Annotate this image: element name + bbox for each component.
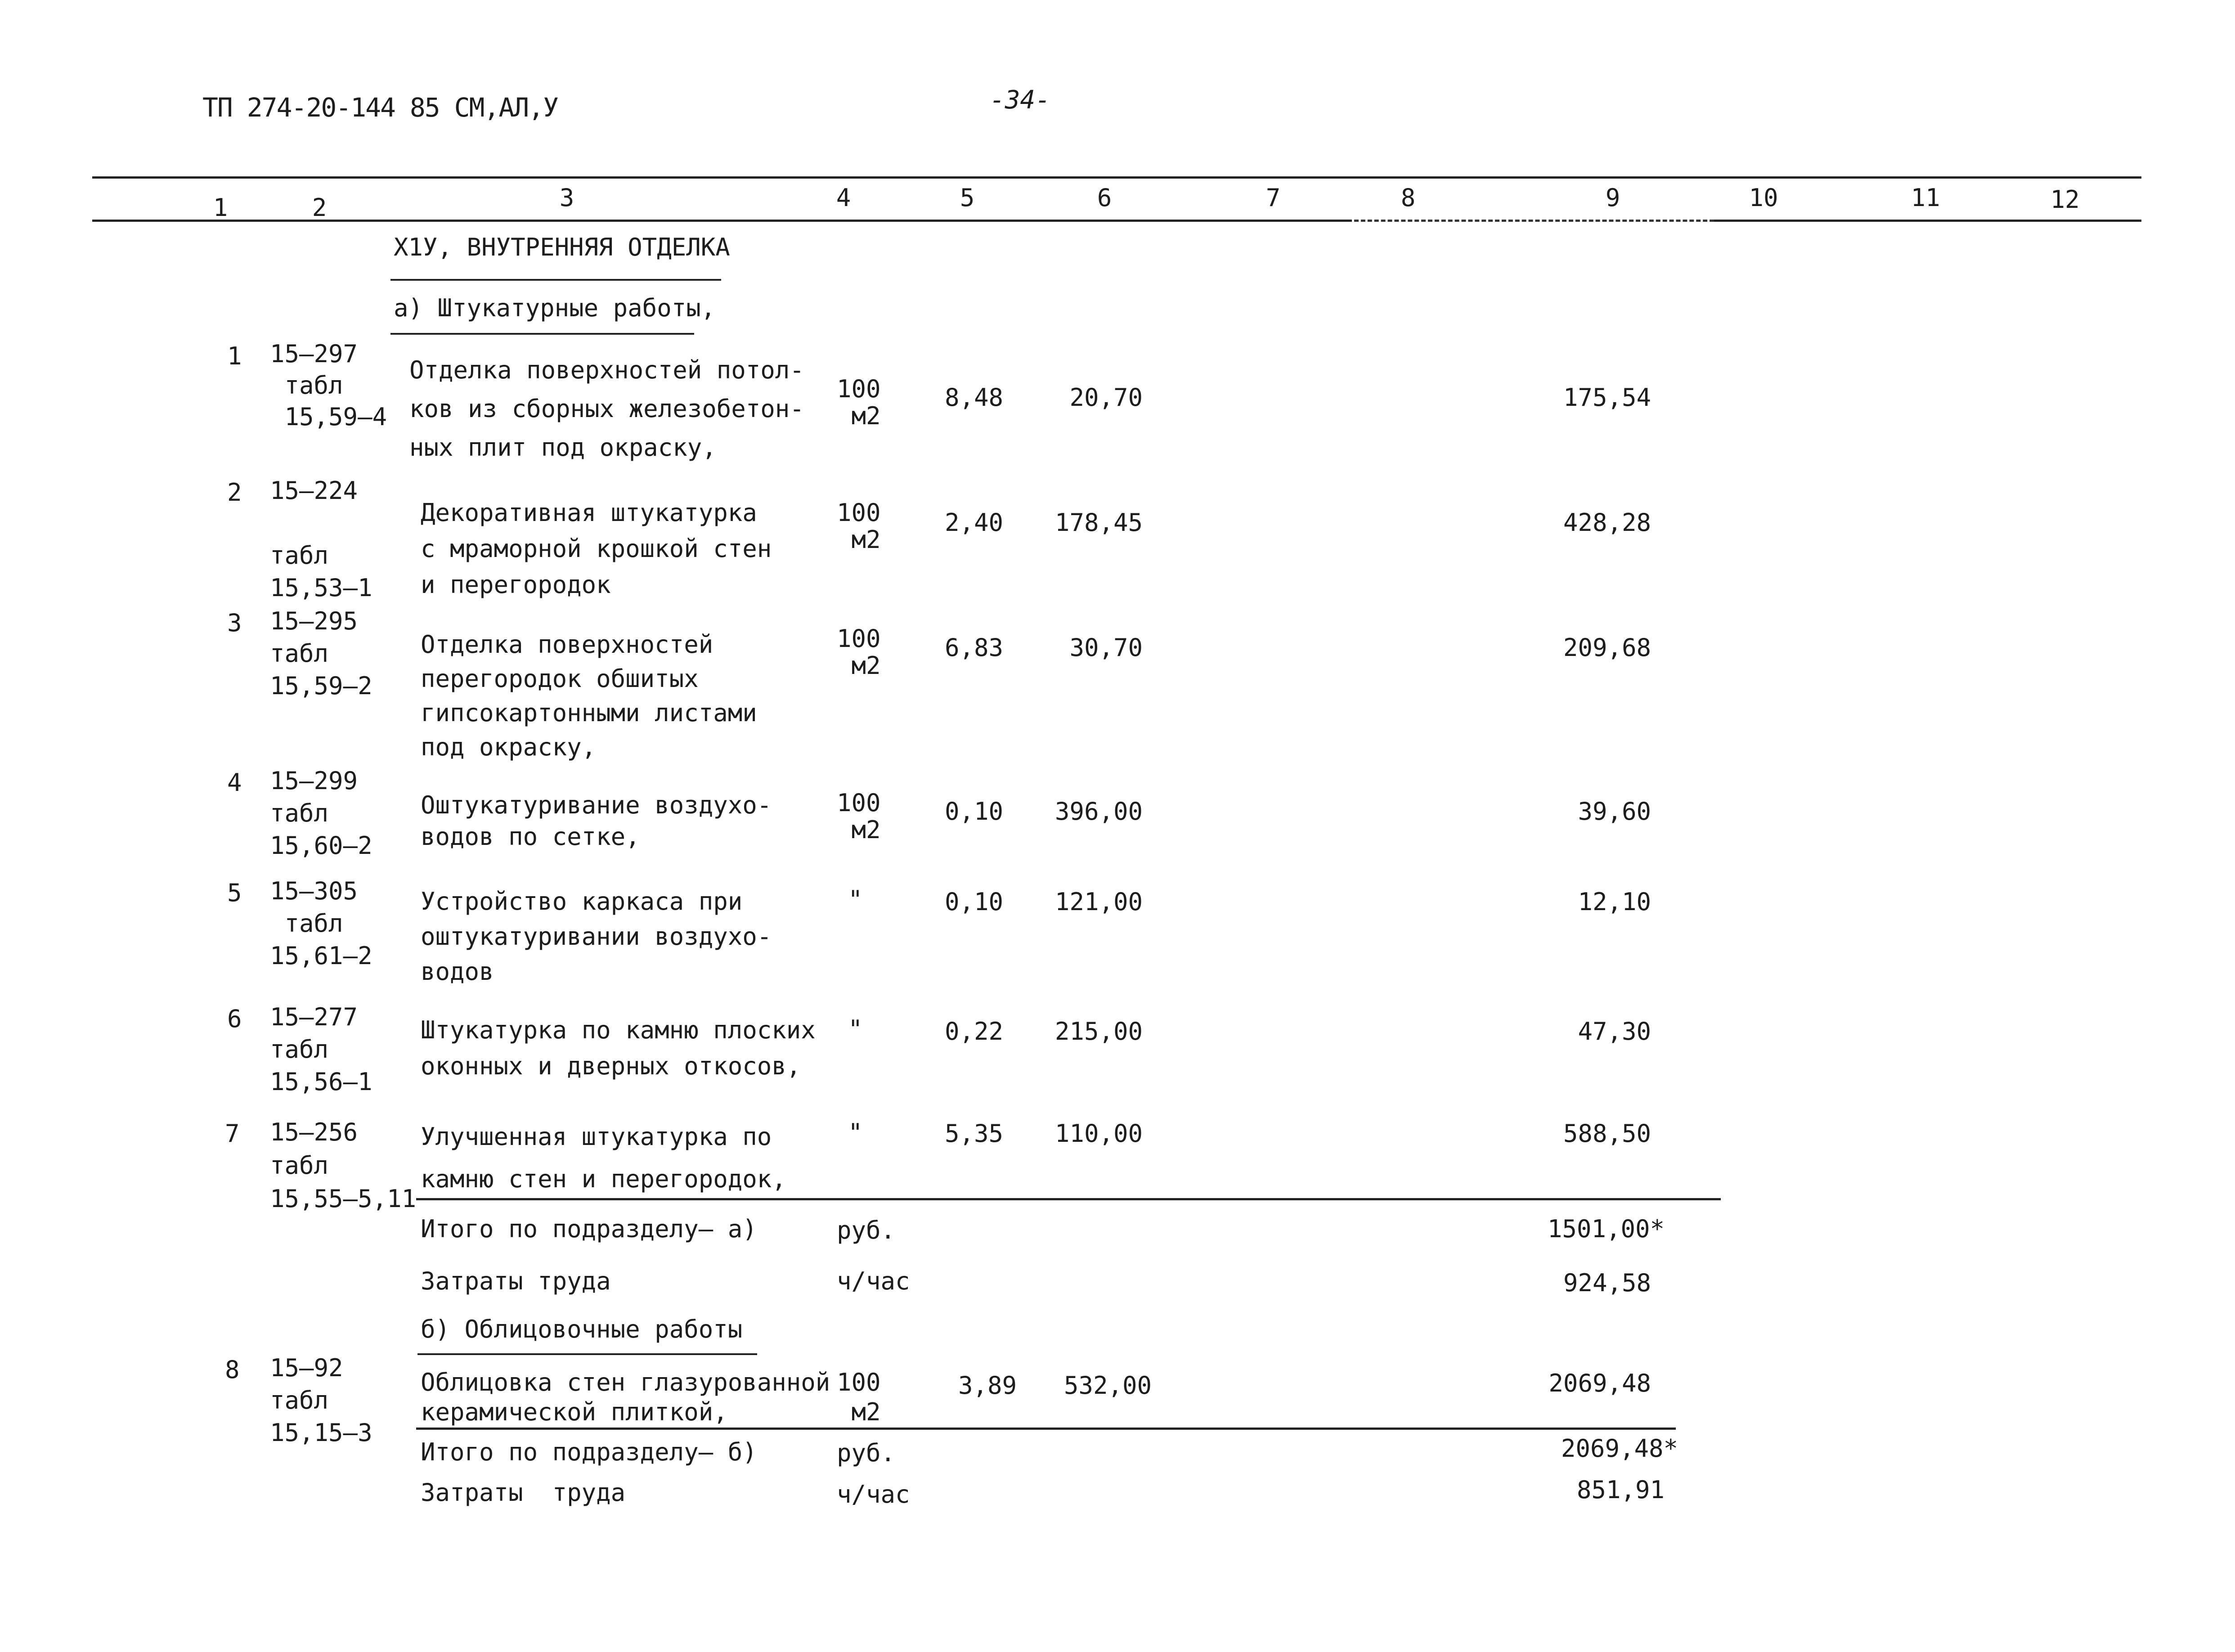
row-4-quantity: 0,10 — [945, 797, 1004, 826]
row-6-number: 6 — [227, 1005, 242, 1033]
subsection-a-underline — [390, 333, 694, 335]
row-4-price: 396,00 — [1055, 797, 1143, 826]
row-4-total: 39,60 — [1578, 797, 1651, 826]
column-number-9: 9 — [1605, 184, 1620, 212]
row-5-code: 15–305 табл 15,61–2 — [270, 877, 372, 970]
column-number-7: 7 — [1266, 184, 1281, 212]
row-3-total: 209,68 — [1563, 633, 1651, 662]
row-3-price: 30,70 — [1069, 633, 1143, 662]
row-5-total: 12,10 — [1578, 888, 1651, 916]
row-7-price: 110,00 — [1055, 1119, 1143, 1148]
row-7-description: Улучшенная штукатурка по камню стен и перегородок, — [421, 1122, 786, 1193]
row-5-price: 121,00 — [1055, 888, 1143, 916]
row-2-unit: 100 м2 — [837, 498, 881, 554]
row-4-number: 4 — [227, 768, 242, 797]
row-8-quantity: 3,89 — [958, 1371, 1017, 1400]
table-header-bottom-rule-right — [1714, 220, 2141, 222]
subsection-a-title: а) Штукатурные работы, — [394, 294, 716, 322]
row-5-quantity: 0,10 — [945, 888, 1004, 916]
row-2-code: 15–224 табл 15,53–1 — [270, 476, 372, 602]
row-1-price: 20,70 — [1069, 383, 1143, 412]
page-number: -34- — [990, 85, 1050, 115]
row-3-description: Отделка поверхностей перегородок обшитых гипсокартонными листами под окраску, — [421, 630, 757, 761]
labor-b-unit: ч/час — [837, 1480, 910, 1508]
section-title: Х1У, ВНУТРЕННЯЯ ОТДЕЛКА — [394, 233, 730, 261]
row-8-code: 15–92 табл 15,15–3 — [270, 1354, 372, 1447]
row-1-number: 1 — [227, 342, 242, 370]
row-5-number: 5 — [227, 879, 242, 907]
row-2-total: 428,28 — [1563, 508, 1651, 537]
row-6-code: 15–277 табл 15,56–1 — [270, 1003, 372, 1096]
document-code: ТП 274-20-144 85 СМ,АЛ,У — [202, 92, 558, 123]
row-6-price: 215,00 — [1055, 1017, 1143, 1046]
column-number-8: 8 — [1400, 184, 1416, 212]
row-2-price: 178,45 — [1055, 508, 1143, 537]
row-5-description: Устройство каркаса при оштукатуривании воздухо- водов — [421, 887, 772, 986]
row-3-code: 15–295 табл 15,59–2 — [270, 607, 372, 700]
column-number-11: 11 — [1911, 184, 1940, 212]
labor-a-label: Затраты труда — [421, 1267, 611, 1295]
row-7-number: 7 — [225, 1119, 240, 1148]
column-number-1: 1 — [213, 193, 228, 222]
row-6-total: 47,30 — [1578, 1017, 1651, 1046]
row-8-total: 2069,48 — [1548, 1369, 1651, 1397]
row-6-unit: " — [848, 1015, 863, 1043]
column-number-2: 2 — [312, 193, 327, 222]
table-top-rule — [92, 176, 2141, 179]
labor-a-value: 924,58 — [1563, 1269, 1651, 1297]
column-number-5: 5 — [960, 184, 975, 212]
row-6-quantity: 0,22 — [945, 1017, 1004, 1046]
subtotal-a-value: 1501,00* — [1547, 1215, 1665, 1243]
row-7-unit: " — [848, 1118, 863, 1147]
subtotal-b-label: Итого по подразделу– б) — [421, 1438, 757, 1466]
table-header-bottom-rule-dashed — [1354, 220, 1714, 222]
labor-b-value: 851,91 — [1576, 1476, 1665, 1504]
subtotal-b-rule — [416, 1428, 1676, 1430]
row-6-description: Штукатурка по камню плоских оконных и дверных откосов, — [421, 1016, 816, 1080]
row-8-unit: 100 м2 — [837, 1368, 881, 1426]
row-1-code: 15–297 табл 15,59–4 — [270, 340, 387, 431]
row-3-number: 3 — [227, 609, 242, 637]
section-title-underline — [390, 279, 721, 281]
row-3-unit: 100 м2 — [837, 624, 881, 680]
row-2-description: Декоративная штукатурка с мраморной крошкой стен и перегородок — [421, 498, 772, 599]
row-7-total: 588,50 — [1563, 1119, 1651, 1148]
column-number-10: 10 — [1749, 184, 1778, 212]
labor-b-label: Затраты труда — [421, 1478, 626, 1507]
subsection-b-title: б) Облицовочные работы — [421, 1315, 743, 1343]
row-2-quantity: 2,40 — [945, 508, 1004, 537]
column-number-3: 3 — [559, 184, 574, 212]
subsection-b-underline — [417, 1353, 757, 1355]
row-4-unit: 100 м2 — [837, 789, 881, 844]
row-1-total: 175,54 — [1563, 383, 1651, 412]
row-7-code: 15–256 табл 15,55–5,11 — [270, 1118, 417, 1213]
row-4-description: Оштукатуривание воздухо- водов по сетке, — [421, 791, 772, 851]
row-8-number: 8 — [225, 1356, 240, 1384]
row-7-quantity: 5,35 — [945, 1119, 1004, 1148]
subtotal-a-rule — [416, 1198, 1721, 1200]
row-8-description: Облицовка стен глазурованной керамической плиткой, — [421, 1368, 830, 1426]
column-number-4: 4 — [836, 184, 851, 212]
row-2-number: 2 — [227, 478, 242, 507]
subtotal-b-unit: руб. — [837, 1439, 896, 1467]
column-number-12: 12 — [2050, 185, 2080, 214]
row-1-description: Отделка поверхностей потол- ков из сборных железобетон- ных плит под окраску, — [409, 356, 804, 462]
row-1-quantity: 8,48 — [945, 383, 1004, 412]
row-5-unit: " — [848, 885, 863, 914]
row-8-price: 532,00 — [1064, 1371, 1152, 1400]
row-3-quantity: 6,83 — [945, 633, 1004, 662]
column-number-6: 6 — [1097, 184, 1112, 212]
row-1-unit: 100 м2 — [837, 375, 881, 430]
row-4-code: 15–299 табл 15,60–2 — [270, 767, 372, 860]
table-header-bottom-rule — [92, 220, 1352, 222]
subtotal-a-label: Итого по подразделу– а) — [421, 1215, 757, 1243]
subtotal-b-value: 2069,48* — [1561, 1434, 1678, 1463]
subtotal-a-unit: руб. — [837, 1216, 896, 1244]
labor-a-unit: ч/час — [837, 1267, 910, 1295]
